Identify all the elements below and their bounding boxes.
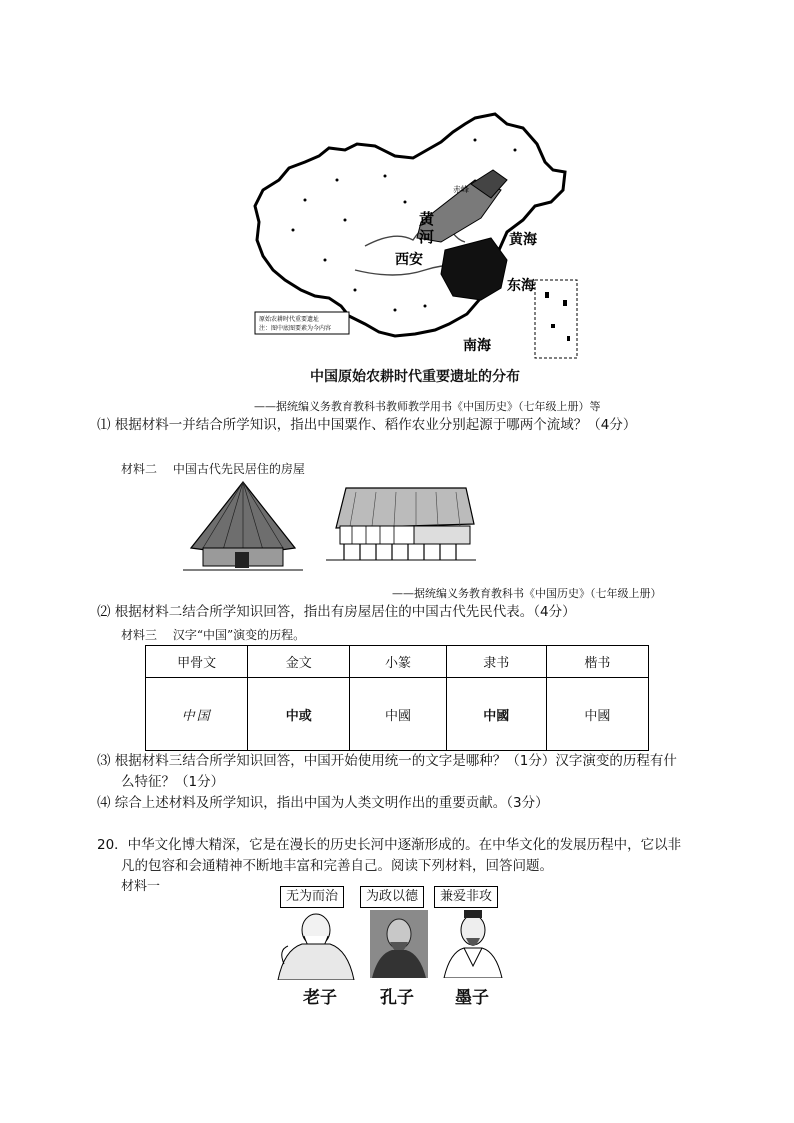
- laozi-portrait: [274, 910, 356, 980]
- header-bronze: 金文: [248, 646, 350, 678]
- question-3-line1: ⑶ 根据材料三结合所学知识回答，中国开始使用统一的文字是哪种？（1分）汉字演变的历程有什: [97, 753, 677, 769]
- bubble-kongzi: 为政以德: [360, 886, 424, 908]
- glyph-bronze: 中或: [248, 678, 350, 751]
- south-sea-inset: [535, 280, 577, 358]
- label-huang: 黄: [419, 210, 435, 228]
- map-source: ——据统编义务教育教科书教师教学用书《中国历史》（七年级上册）等: [254, 400, 601, 413]
- question-4: ⑷ 综合上述材料及所学知识，指出中国为人类文明作出的重要贡献。（3分）: [97, 795, 549, 811]
- header-smallseal: 小篆: [350, 646, 446, 678]
- glyph-oracle: 中国: [146, 678, 248, 751]
- kongzi-portrait: [370, 910, 428, 978]
- character-evolution-table: [145, 645, 649, 751]
- china-map: [245, 110, 580, 360]
- header-oracle: 甲骨文: [146, 646, 248, 678]
- name-mozi: 墨子: [455, 988, 489, 1008]
- map-caption: 中国原始农耕时代重要遗址的分布: [310, 369, 520, 385]
- header-regular: 楷书: [546, 646, 648, 678]
- question-20-line1: 20．中华文化博大精深，它是在漫长的历史长河中逐渐形成的。在中华文化的发展历程中，它以非: [97, 837, 682, 853]
- material-3-title: 材料三 汉字“中国”演变的历程。: [121, 628, 306, 642]
- glyph-regular: 中國: [546, 678, 648, 751]
- question-2: ⑵ 根据材料二结合所学知识回答，指出有房屋居住的中国古代先民代表。（4分）: [97, 604, 576, 620]
- material-1b-title: 材料一: [121, 879, 161, 894]
- question-20-line2: 凡的包容和会通精神不断地丰富和完善自己。阅读下列材料，回答问题。: [121, 858, 553, 874]
- question-3-line2: 么特征？（1分）: [121, 774, 225, 790]
- material-2-title: 材料二 中国古代先民居住的房屋: [121, 462, 305, 476]
- glyph-smallseal: 中國: [350, 678, 446, 751]
- bubble-laozi: 无为而治: [280, 886, 344, 908]
- table-header-row: [146, 646, 649, 678]
- label-huanghai: 黄海: [509, 232, 537, 248]
- mozi-portrait: [440, 908, 506, 978]
- label-nanhai: 南海: [463, 338, 491, 354]
- label-donghai: 东海: [507, 278, 535, 294]
- bubble-mozi: 兼爱非攻: [434, 886, 498, 908]
- name-kongzi: 孔子: [380, 988, 414, 1008]
- china-outline: [255, 114, 565, 336]
- legend-line2: 注：图中底图要素为今内容: [259, 325, 332, 332]
- label-xian: 西安: [395, 252, 423, 268]
- label-chifeng: 赤峰: [453, 185, 469, 194]
- round-hut-image: [183, 478, 303, 576]
- stilt-house-image: [326, 484, 476, 564]
- header-clerical: 隶书: [446, 646, 546, 678]
- name-laozi: 老子: [303, 988, 337, 1008]
- table-glyph-row: [146, 678, 649, 751]
- label-he: 河: [419, 228, 435, 246]
- legend-line1: 原始农耕时代重要遗址: [259, 316, 320, 323]
- material-2-source: ——据统编义务教育教科书《中国历史》（七年级上册）: [392, 587, 662, 600]
- glyph-clerical: 中國: [446, 678, 546, 751]
- question-1: ⑴ 根据材料一并结合所学知识，指出中国粟作、稻作农业分别起源于哪两个流域？（4分）: [97, 417, 637, 433]
